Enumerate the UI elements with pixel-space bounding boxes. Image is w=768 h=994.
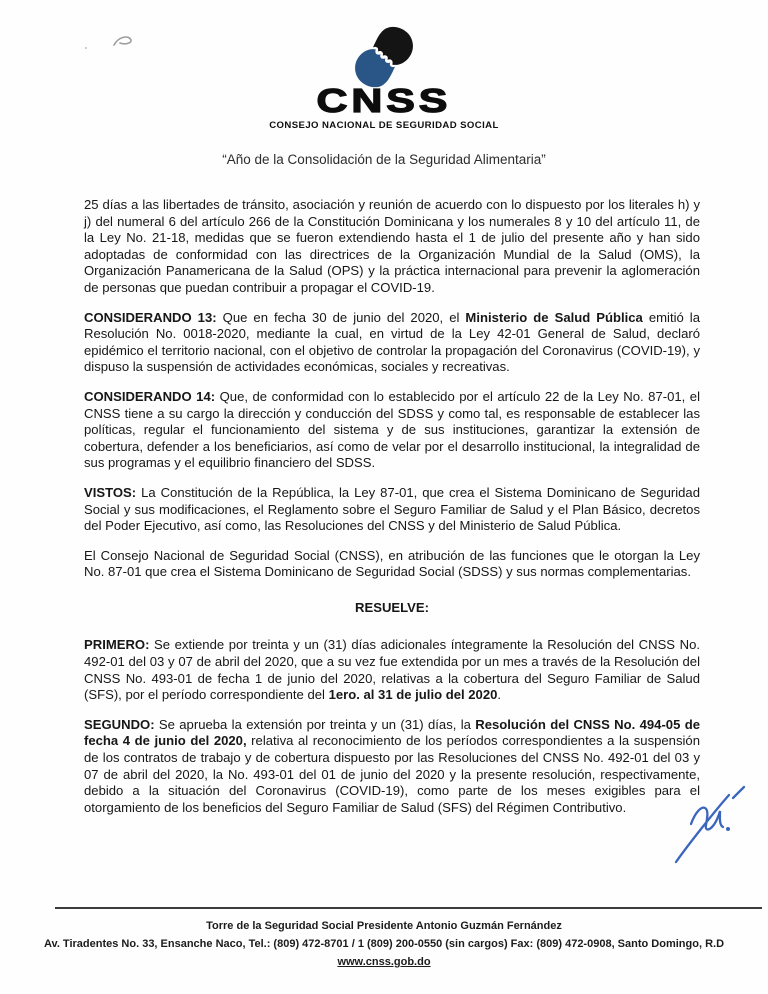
text-run: Que, de conformidad con lo establecido por el artículo 22 de la Ley No. 87-01, el CNSS tiene a su cargo la dirección y conducción del SDSS y como tal, es responsable de establecer las políticas, regular el funcionamiento del sistema y de sus instituciones, garantizar la extensión de cobertura, defender a los beneficiarios, así como de velar por el desarrollo institucional, la integralidad de sus programas y el equilibrio financiero del SDSS.	[84, 388, 700, 471]
paragraph	[84, 197, 700, 297]
emphasized-run: CONSIDERANDO 13:	[84, 309, 217, 325]
logo-org-name: CONSEJO NACIONAL DE SEGURIDAD SOCIAL	[269, 120, 499, 131]
text-run: 25 días a las libertades de tránsito, asociación y reunión de acuerdo con lo dispuesto por los literales h) y j) del numeral 6 del artículo 266 de la Constitución Dominicana y los numerales 8 y 10 del artículo 11, de la Ley No. 21-18, medidas que se fueron extendiendo hasta el 1 de julio del presente año y han sido adoptadas de conformidad con las directrices de la Organización Mundial de la Salud (OMS), la Organización Panamericana de la Salud (OPS) y la práctica internacional para prevenir la aglomeración de personas que puedan contribuir a propagar el COVID-19.	[84, 197, 700, 295]
logo-acronym: CNSS	[316, 82, 452, 119]
footer	[0, 917, 768, 971]
emphasized-run: Resolución del CNSS No. 494-05 de fecha 4 de junio del 2020,	[84, 716, 700, 749]
text-run: relativa al reconocimiento de los períodos correspondientes a la suspensión de los contratos de trabajo y de cobertura dispuesto por las Resoluciones del CNSS No. 492-01 del 03 y 07 de abril del 2020, la No. 493-01 del 01 de junio del 2020 y la presente resolución, respectivamente, debido a la situación del Coronavirus (COVID-19), como parte de los meses exigibles para el otorgamiento de los beneficios del Seguro Familiar de Salud (SFS) del Régimen Contributivo.	[84, 733, 700, 815]
emphasized-run: RESUELVE:	[355, 599, 429, 615]
footer-address-line: Av. Tiradentes No. 33, Ensanche Naco, Tel.: (809) 472-8701 / 1 (809) 200-0550 (sin cargos) Fax: (809) 472-0908, Santo Domingo, R.D	[43, 938, 725, 950]
signature-initials-icon	[658, 782, 750, 874]
paragraph	[84, 637, 700, 703]
emphasized-run: Ministerio de Salud Pública	[465, 309, 643, 325]
text-run: La Constitución de la República, la Ley 87-01, que crea el Sistema Dominicano de Seguridad Social y sus modificaciones, el Reglamento sobre el Seguro Familiar de Salud y el Plan Básico, decretos del Poder Ejecutivo, así como, las Resoluciones del CNSS y del Ministerio de Salud Pública.	[84, 484, 700, 534]
footer-building-line: Torre de la Seguridad Social Presidente Antonio Guzmán Fernández	[206, 920, 562, 932]
year-motto: “Año de la Consolidación de la Seguridad Alimentaria”	[222, 152, 546, 167]
emphasized-run: PRIMERO:	[84, 637, 150, 653]
text-run: Que en fecha 30 de junio del 2020, el	[216, 309, 466, 325]
text-run: Se aprueba la extensión por treinta y un (31) días, la	[154, 716, 476, 732]
emphasized-run: SEGUNDO:	[84, 716, 155, 732]
footer-divider	[55, 907, 762, 909]
cnss-logo	[0, 26, 768, 131]
text-run: Se extiende por treinta y un (31) días adicionales íntegramente la Resolución del CNSS No. 492-01 del 03 y 07 de abril del 2020, que a su vez fue extendida por un mes a través de la Resolución del CNSS No. 493-01 de fecha 1 de junio del 2020, relativas a la cobertura del Seguro Familiar de Salud (SFS), por el período correspondiente del	[84, 637, 700, 703]
emphasized-run: 1ero. al 31 de julio del 2020	[328, 687, 498, 703]
hands-icon	[347, 26, 421, 88]
document-body	[84, 197, 700, 829]
text-run: .	[497, 687, 502, 703]
paragraph	[84, 485, 700, 535]
text-run: emitió la Resolución No. 0018-2020, mediante la cual, en virtud de la Ley 42-01 General de Salud, declaró epidémico el territorio nacional, con el objetivo de controlar la propagación del Coronavirus (COVID-19), y dispuso la suspensión de actividades económicas, sociales y recreativas.	[84, 309, 700, 375]
paragraph	[84, 717, 700, 817]
paragraph	[84, 548, 700, 581]
paragraph	[84, 389, 700, 472]
paragraph	[84, 600, 700, 617]
paragraph	[84, 310, 700, 376]
text-run: El Consejo Nacional de Seguridad Social (CNSS), en atribución de las funciones que le otorgan la Ley No. 87-01 que crea el Sistema Dominicano de Seguridad Social (SDSS) y sus normas complementarias.	[84, 547, 700, 580]
emphasized-run: CONSIDERANDO 14:	[84, 388, 216, 404]
footer-website: www.cnss.gob.do	[337, 956, 431, 968]
emphasized-run: VISTOS:	[84, 484, 137, 500]
